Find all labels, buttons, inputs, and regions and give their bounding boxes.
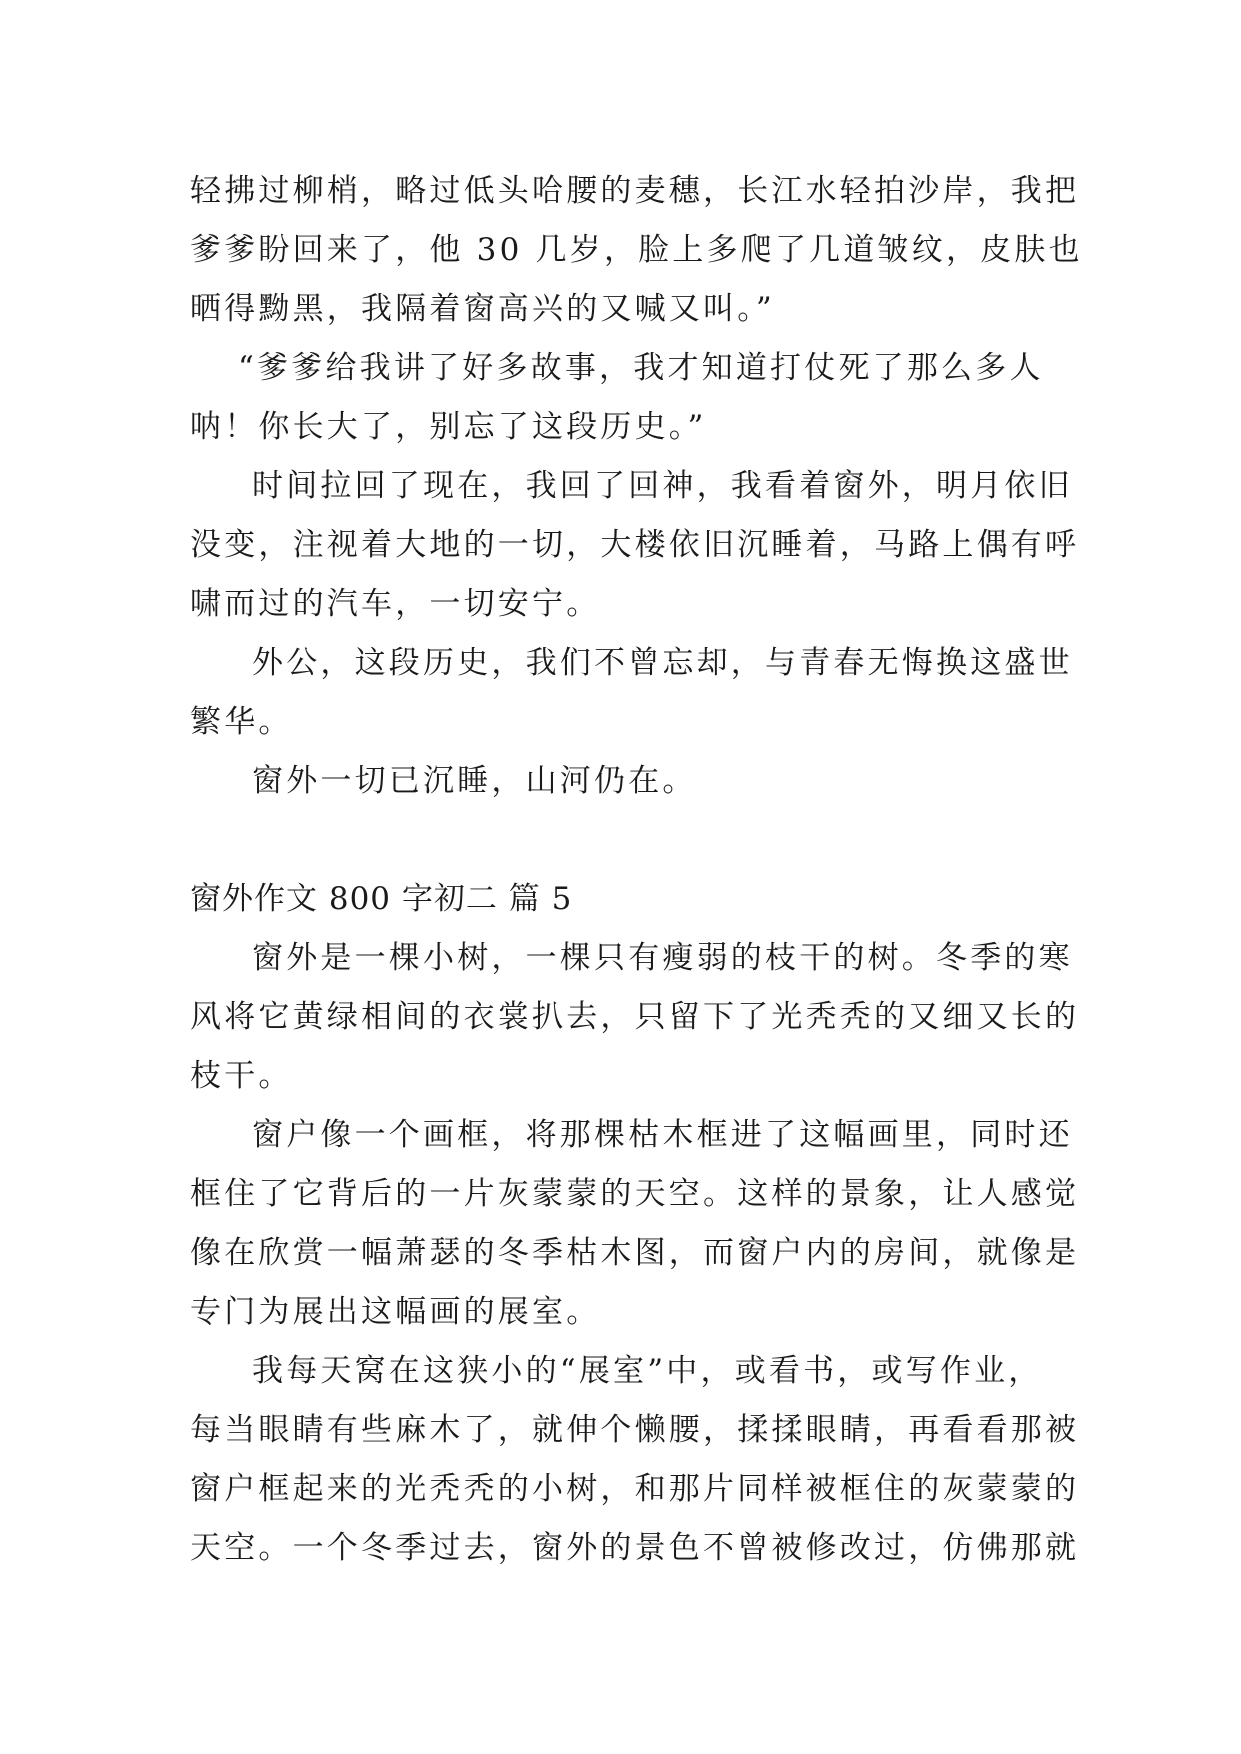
text-line: 轻拂过柳梢，略过低头哈腰的麦穗，长江水轻拍沙岸，我把: [190, 173, 1080, 209]
text-line: 我每天窝在这狭小的“展室”中，或看书，或写作业，: [252, 1353, 1043, 1389]
text-line: 窗户框起来的光秃秃的小树，和那片同样被框住的灰蒙蒙的: [190, 1471, 1080, 1507]
text-line: 没变，注视着大地的一切，大楼依旧沉睡着，马路上偶有呼: [190, 527, 1080, 563]
text-line: 时间拉回了现在，我回了回神，我看着窗外，明月依旧: [252, 468, 1073, 504]
text-line: 窗外一切已沉睡，山河仍在。: [252, 763, 697, 799]
text-line: 外公，这段历史，我们不曾忘却，与青春无悔换这盛世: [252, 645, 1073, 681]
text-line: 窗户像一个画框，将那棵枯木框进了这幅画里，同时还: [252, 1117, 1073, 1153]
text-line: 窗外是一棵小树，一棵只有瘦弱的枝干的树。冬季的寒: [252, 940, 1073, 976]
text-line: 呐！你长大了，别忘了这段历史。”: [190, 409, 707, 445]
text-line: “爹爹给我讲了好多故事，我才知道打仗死了那么多人: [238, 350, 1044, 386]
text-line: 繁华。: [190, 704, 293, 740]
text-line: 枝干。: [190, 1058, 293, 1094]
text-line: 像在欣赏一幅萧瑟的冬季枯木图，而窗户内的房间，就像是: [190, 1235, 1080, 1271]
section-spacer: [190, 811, 1062, 870]
section-heading: 窗外作文 800 字初二 篇 5: [190, 881, 573, 917]
text-line: 啸而过的汽车，一切安宁。: [190, 586, 601, 622]
text-line: 每当眼睛有些麻木了，就伸个懒腰，揉揉眼睛，再看看那被: [190, 1412, 1080, 1448]
text-line: 风将它黄绿相间的衣裳扒去，只留下了光秃秃的又细又长的: [190, 999, 1080, 1035]
text-line: 晒得黝黑，我隔着窗高兴的又喊又叫。”: [190, 291, 775, 327]
text-line: 框住了它背后的一片灰蒙蒙的天空。这样的景象，让人感觉: [190, 1176, 1080, 1212]
text-line: 爹爹盼回来了，他 30 几岁，脸上多爬了几道皱纹，皮肤也: [190, 232, 1083, 268]
document-page: [190, 162, 1083, 1578]
text-line: 天空。一个冬季过去，窗外的景色不曾被修改过，仿佛那就: [190, 1530, 1080, 1566]
text-line: 专门为展出这幅画的展室。: [190, 1294, 601, 1330]
